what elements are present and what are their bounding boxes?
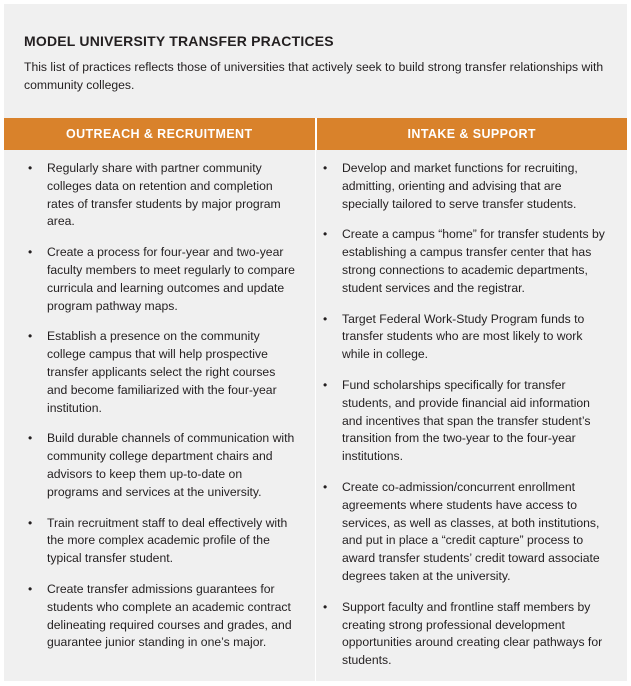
bullet-icon: •	[323, 311, 328, 326]
bullet-icon: •	[323, 377, 328, 392]
column-heading-intake: INTAKE & SUPPORT	[407, 127, 536, 141]
list-item	[323, 377, 608, 466]
list-item-text: Target Federal Work-Study Program funds to transfer students who are most likely to work while in college.	[342, 311, 585, 362]
list-item-text: Build durable channels of communication with community college department chairs and advisors to keep them up-to-date on programs and services at the university.	[47, 431, 295, 499]
list-item-text: Establish a presence on the community college campus that will help prospective transfer applicants select the right courses and become familiarized with the four-year institution.	[47, 329, 277, 415]
list-item	[323, 226, 608, 297]
bullet-icon: •	[28, 515, 33, 530]
list-item-text: Create transfer admissions guarantees for students who complete an academic contract delineating required courses and grades, and guarantee junior standing in one’s major.	[47, 581, 292, 650]
bullet-icon: •	[28, 161, 33, 175]
list-item-text: Support faculty and frontline staff members by creating strong professional development opportunities around creating clear pathways for students.	[342, 599, 603, 668]
list-item-text: Regularly share with partner community colleges data on retention and completion rates of transfer students by major program area.	[47, 161, 281, 229]
list-item	[28, 244, 296, 315]
column-heading-outreach: OUTREACH & RECRUITMENT	[65, 127, 253, 141]
list-item	[323, 599, 608, 670]
list-item-text: Create co-admission/concurrent enrollment agreements where students have access to services, as well as classes, at both institutions, and put in place a “credit capture” process to award transfer students’ credit toward associate degrees taken at the university.	[342, 479, 600, 583]
list-item-text: Create a campus “home” for transfer students by establishing a campus transfer center that has strong connections to academic departments, student services and the registrar.	[342, 227, 605, 295]
bullet-icon: •	[323, 227, 328, 242]
list-item-text: Train recruitment staff to deal effectively with the more complex academic profile of the typical transfer student.	[47, 515, 288, 566]
list-item	[323, 160, 608, 213]
list-item	[28, 515, 296, 568]
column-header-bar	[4, 118, 627, 150]
page-title: MODEL UNIVERSITY TRANSFER PRACTICES	[24, 33, 334, 49]
list-item	[323, 479, 608, 586]
list-item	[28, 328, 296, 417]
list-item	[28, 430, 296, 501]
bullet-icon: •	[28, 431, 33, 446]
outreach-list	[28, 160, 296, 665]
bullet-icon: •	[323, 599, 328, 614]
bullet-icon: •	[28, 245, 33, 260]
intro-text: This list of practices reflects those of universities that actively seek to build strong transfer relationships with community colleges.	[24, 60, 604, 92]
bullet-icon: •	[28, 581, 33, 596]
list-item-text: Fund scholarships specifically for transfer students, and provide financial aid information and incentives that span the transfer student’s transition from the two-year to the four-year institutions.	[342, 377, 591, 464]
column-divider	[315, 150, 316, 681]
list-item	[28, 581, 296, 652]
bullet-icon: •	[28, 329, 33, 344]
list-item-text: Create a process for four-year and two-year faculty members to meet regularly to compare curricula and learning outcomes and update program pathway maps.	[47, 245, 295, 313]
list-item	[323, 311, 608, 364]
intake-list	[323, 160, 608, 683]
list-item	[28, 160, 296, 231]
bullet-icon: •	[323, 479, 328, 494]
bullet-icon: •	[323, 161, 328, 175]
list-item-text: Develop and market functions for recruiting, admitting, orienting and advising that are specially tailored to serve transfer students.	[342, 161, 578, 211]
